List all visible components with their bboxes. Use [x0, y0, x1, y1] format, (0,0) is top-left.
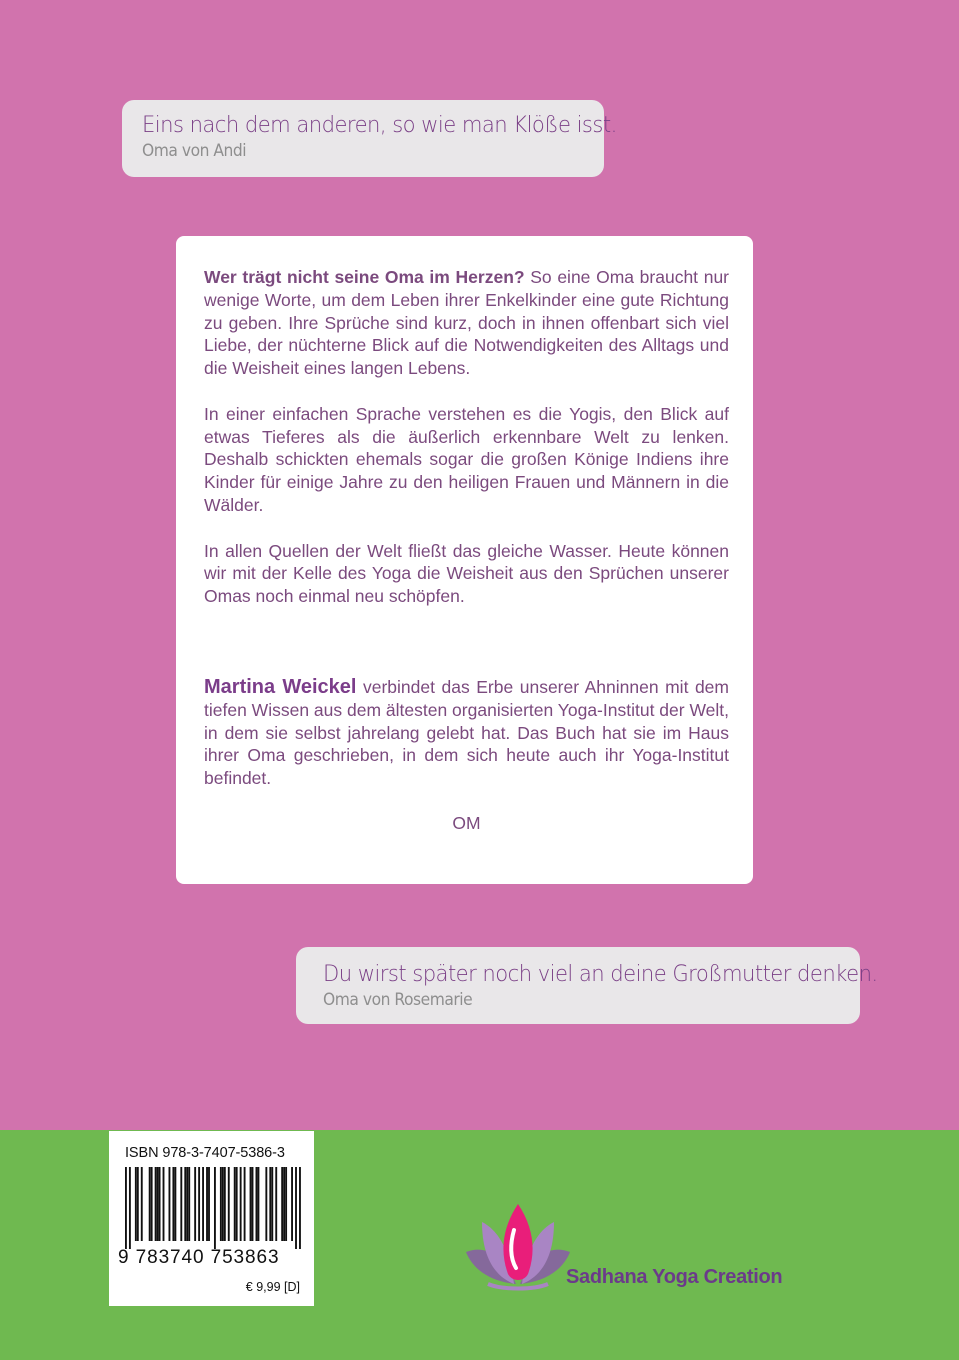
barcode-digits: 9 783740 753863	[118, 1247, 280, 1268]
quote-author: Oma von Rosemarie	[323, 990, 473, 1009]
blurb-paragraph-2: In einer einfachen Sprache verstehen es die Yogis, den Blick auf etwas Tieferes als die äußerlich erkennbare Welt zu lenken. Deshalb schickten ehemals sogar die großen Könige Indiens ihre Kinder für einige Jahre zu den heiligen Frauen und Männern in die Wälder.	[204, 403, 729, 515]
lotus-flower-icon	[458, 1200, 578, 1292]
isbn-label: ISBN 978-3-7407-5386-3	[125, 1145, 285, 1161]
quote-box-top	[122, 100, 617, 177]
author-bio-text: verbindet das Erbe unserer Ahninnen mit dem tiefen Wissen aus dem ältesten organisierten Yoga-Institut der Welt, in dem sie selbst jahrelang gelebt hat. Das Buch hat sie im Haus ihrer Oma geschrieben, in dem sich heute auch ihr Yoga-Institut befindet.	[204, 676, 729, 789]
quote-text: Eins nach dem anderen, so wie man Klöße isst.	[142, 112, 617, 138]
price-label: € 9,99 [D]	[245, 1280, 300, 1294]
om-signature: OM	[452, 812, 481, 833]
blurb-paragraph-1	[204, 266, 729, 380]
barcode-icon	[125, 1167, 301, 1249]
publisher-name: Sadhana Yoga Creation	[566, 1266, 783, 1288]
author-name: Martina Weickel	[204, 675, 357, 698]
author-bio	[204, 676, 729, 790]
quote-text: Du wirst später noch viel an deine Großmutter denken.	[323, 961, 878, 987]
quote-box-bottom	[296, 947, 878, 1024]
blurb-paragraph-1-text: So eine Oma braucht nur wenige Worte, um dem Leben ihrer Enkelkinder eine gute Richtung zu geben. Ihre Sprüche sind kurz, doch in ihnen offenbart sich viel Liebe, der nüchterne Blick auf die Notwendigkeiten des Alltags und die Weisheit eines langen Lebens.	[204, 267, 729, 379]
blurb-lead: Wer trägt nicht seine Oma im Herzen?	[204, 267, 525, 287]
quote-author: Oma von Andi	[142, 141, 247, 160]
blurb-paragraph-3: In allen Quellen der Welt fließt das gleiche Wasser. Heute können wir mit der Kelle des Yoga die Weisheit aus den Sprüchen unserer Omas noch einmal neu schöpfen.	[204, 540, 729, 607]
barcode-box	[109, 1131, 314, 1306]
blurb-card	[176, 236, 753, 884]
